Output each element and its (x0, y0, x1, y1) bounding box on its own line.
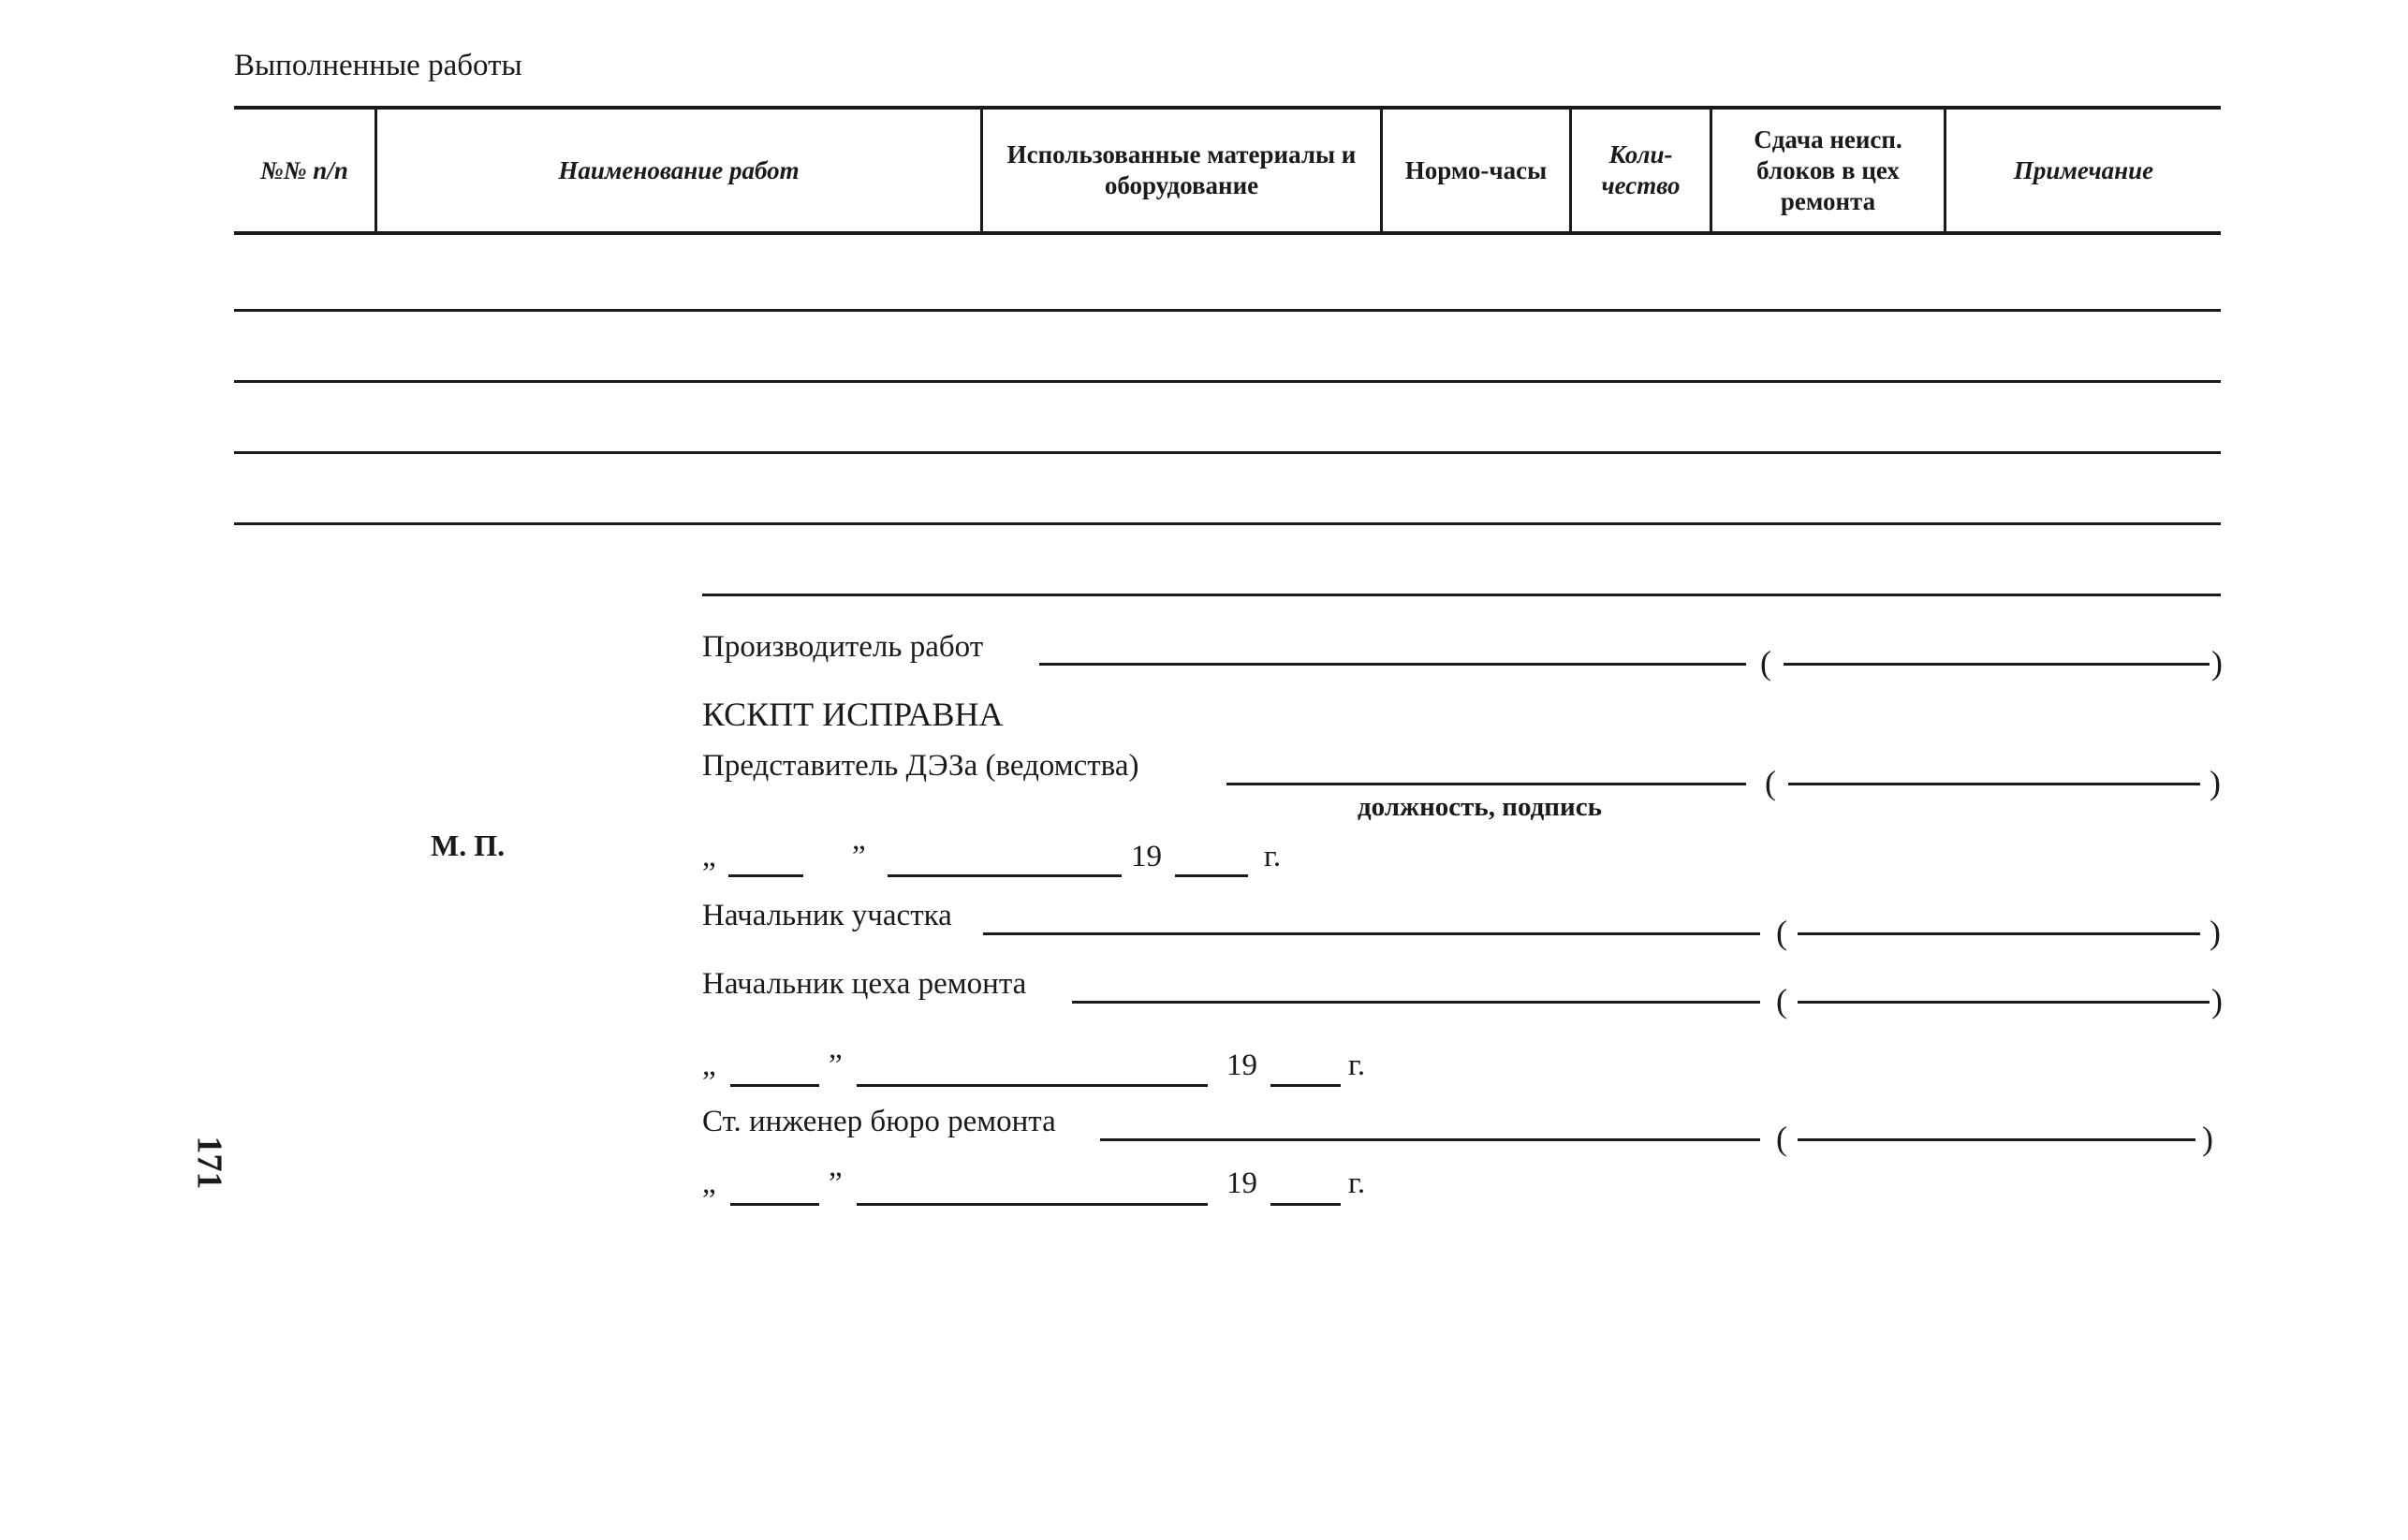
header-quantity: Коли-чество (1572, 110, 1712, 231)
date-year-line (1270, 1084, 1341, 1087)
paren-close: ) (2202, 1120, 2213, 1157)
paren-close: ) (2211, 982, 2223, 1019)
table-row-line (234, 380, 2221, 383)
paren-open: ( (1776, 914, 1787, 951)
date-day-line (730, 1203, 819, 1206)
date-year-suffix: г. (1348, 1049, 1366, 1082)
paren-open: ( (1765, 764, 1776, 801)
date-year-line (1270, 1203, 1341, 1206)
page-number: 171 (189, 1136, 229, 1190)
paren-close: ) (2210, 764, 2221, 801)
senior-engineer-signature-line (1100, 1138, 1760, 1141)
signature-top-line (702, 594, 2221, 596)
status-text: КСКПТ ИСПРАВНА (702, 696, 1004, 733)
date-month-line (857, 1203, 1208, 1206)
date-day-line (728, 874, 803, 877)
section-chief-signature-line (983, 932, 1760, 935)
paren-open: ( (1776, 1120, 1787, 1157)
stamp-label: М. П. (431, 829, 506, 862)
section-chief-label: Начальник участка (702, 899, 952, 932)
representative-signature-line (1226, 783, 1746, 785)
producer-name-line (1784, 663, 2210, 666)
senior-engineer-label: Ст. инженер бюро ремонта (702, 1105, 1056, 1138)
table-row-line (234, 451, 2221, 454)
date-close-quote: ” (829, 1049, 843, 1082)
workshop-chief-signature-line (1072, 1001, 1760, 1004)
date-day-line (730, 1084, 819, 1087)
works-table-header (234, 106, 2221, 235)
section-title: Выполненные работы (234, 49, 522, 82)
senior-engineer-name-line (1798, 1138, 2195, 1141)
date-open-quote: „ (702, 1049, 716, 1082)
workshop-chief-name-line (1798, 1001, 2210, 1004)
header-number: №№ п/п (234, 110, 377, 231)
paren-open: ( (1776, 982, 1787, 1019)
producer-signature-line (1039, 663, 1746, 666)
date-year-line (1175, 874, 1248, 877)
header-materials: Использованные материалы и оборудование (983, 110, 1383, 231)
date-year-suffix: г. (1348, 1166, 1366, 1200)
date-close-quote: ” (829, 1166, 843, 1200)
date-year-suffix: г. (1264, 840, 1282, 873)
date-month-line (888, 874, 1122, 877)
table-row-line (234, 309, 2221, 312)
table-row-line (234, 522, 2221, 525)
header-work-name: Наименование работ (377, 110, 983, 231)
position-signature-caption: должность, подпись (1358, 792, 1602, 822)
paren-open: ( (1760, 644, 1771, 682)
workshop-chief-label: Начальник цеха ремонта (702, 967, 1027, 1001)
date-year-prefix: 19 (1226, 1049, 1257, 1082)
section-chief-name-line (1798, 932, 2200, 935)
producer-label: Производитель работ (702, 630, 984, 664)
paren-close: ) (2211, 644, 2223, 682)
date-year-prefix: 19 (1226, 1166, 1257, 1200)
header-unused-blocks: Сдача неисп. блоков в цех ремонта (1712, 110, 1946, 231)
representative-name-line (1788, 783, 2200, 785)
paren-close: ) (2210, 914, 2221, 951)
date-open-quote: „ (702, 1166, 716, 1200)
date-close-quote: ” (852, 840, 866, 873)
header-note: Примечание (2013, 155, 2154, 184)
date-year-prefix: 19 (1131, 840, 1162, 873)
header-norm-hours: Нормо-часы (1383, 110, 1572, 231)
representative-label: Представитель ДЭЗа (ведомства) (702, 749, 1139, 783)
date-open-quote: „ (702, 840, 716, 873)
date-month-line (857, 1084, 1208, 1087)
